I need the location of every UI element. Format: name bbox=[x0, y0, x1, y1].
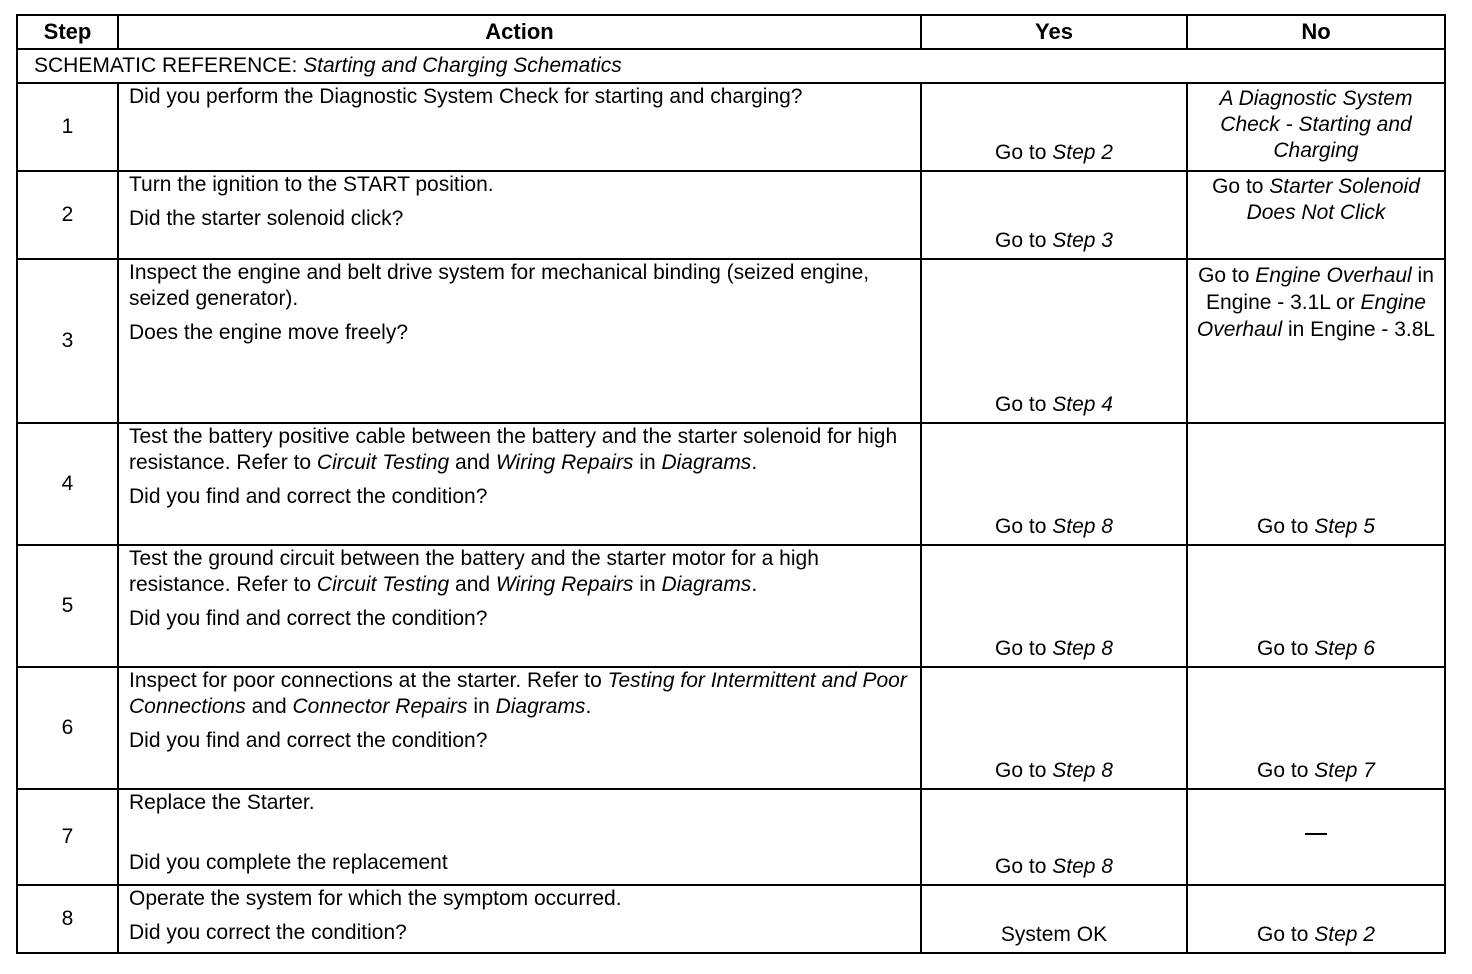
table-row bbox=[17, 885, 1445, 953]
table-row bbox=[17, 545, 1445, 667]
header-no: No bbox=[1187, 15, 1445, 49]
link-circuit-testing[interactable]: Circuit Testing bbox=[316, 451, 450, 474]
no-link-engine-38[interactable]: Engine Overhaul bbox=[1196, 291, 1426, 341]
action-question: Does the engine move freely? bbox=[129, 321, 408, 344]
table-row bbox=[17, 171, 1445, 259]
action-cell bbox=[118, 545, 921, 667]
go-to-label: Go to bbox=[1212, 175, 1270, 198]
schematic-label: SCHEMATIC REFERENCE: bbox=[34, 54, 304, 77]
action-text bbox=[129, 424, 910, 476]
no-cell bbox=[1187, 885, 1445, 953]
yes-step-link[interactable]: Step 8 bbox=[1052, 855, 1113, 878]
table-row bbox=[17, 259, 1445, 423]
go-to-label: Go to bbox=[995, 393, 1053, 416]
no-text: in Engine - 3.8L bbox=[1282, 318, 1436, 341]
go-to-label: Go to bbox=[1198, 264, 1256, 287]
step-number: 6 bbox=[17, 667, 118, 789]
no-cell bbox=[1187, 545, 1445, 667]
yes-step-link[interactable]: Step 8 bbox=[1052, 637, 1113, 660]
go-to-label: Go to bbox=[1257, 515, 1315, 538]
go-to-label: Go to bbox=[1257, 637, 1315, 660]
yes-step-link[interactable]: Step 8 bbox=[1052, 759, 1113, 782]
link-testing-intermittent[interactable]: Testing for Intermittent and Poor Connections bbox=[129, 669, 907, 718]
link-diagrams[interactable]: Diagrams bbox=[495, 695, 586, 718]
action-intro: Test the ground circuit between the battery and the starter motor for a high resistance. Refer to bbox=[129, 547, 819, 596]
schematic-reference bbox=[17, 49, 1445, 83]
diagnostic-table bbox=[16, 14, 1446, 954]
no-cell bbox=[1187, 423, 1445, 545]
action-question: Did you complete the replacement bbox=[129, 851, 448, 874]
step-number: 8 bbox=[17, 885, 118, 953]
action-text: Did you perform the Diagnostic System Check for starting and charging? bbox=[129, 85, 803, 108]
table-row bbox=[17, 789, 1445, 885]
yes-step-link[interactable]: Step 3 bbox=[1052, 229, 1113, 252]
action-and: and bbox=[449, 573, 496, 596]
action-and: and bbox=[245, 695, 293, 718]
no-cell bbox=[1187, 83, 1445, 171]
step-number: 1 bbox=[17, 83, 118, 171]
link-diagrams[interactable]: Diagrams bbox=[661, 573, 752, 596]
action-text bbox=[129, 546, 910, 598]
go-to-label: Go to bbox=[995, 637, 1053, 660]
action-question: Did you correct the condition? bbox=[129, 921, 407, 944]
yes-step-link[interactable]: Step 4 bbox=[1052, 393, 1113, 416]
no-link[interactable]: Starter Solenoid Does Not Click bbox=[1246, 175, 1420, 224]
header-yes: Yes bbox=[921, 15, 1187, 49]
action-cell bbox=[118, 83, 921, 171]
action-text: Inspect the engine and belt drive system for mechanical binding (seized engine, seized generator). bbox=[129, 261, 870, 310]
no-step-link[interactable]: Step 5 bbox=[1314, 515, 1375, 538]
no-cell bbox=[1187, 171, 1445, 259]
action-question: Did you find and correct the condition? bbox=[129, 485, 488, 508]
action-text: Replace the Starter. bbox=[129, 791, 315, 814]
yes-cell bbox=[921, 259, 1187, 423]
go-to-label: Go to bbox=[995, 515, 1053, 538]
go-to-label: Go to bbox=[995, 229, 1053, 252]
link-connector-repairs[interactable]: Connector Repairs bbox=[292, 695, 468, 718]
go-to-label: Go to bbox=[1257, 759, 1315, 782]
action-cell bbox=[118, 667, 921, 789]
no-cell bbox=[1187, 259, 1445, 423]
yes-cell bbox=[921, 667, 1187, 789]
header-step: Step bbox=[17, 15, 118, 49]
action-end: . bbox=[751, 573, 758, 596]
no-cell bbox=[1187, 667, 1445, 789]
action-question: Did you find and correct the condition? bbox=[129, 729, 488, 752]
no-step-link[interactable]: Step 7 bbox=[1314, 759, 1375, 782]
table-row bbox=[17, 83, 1445, 171]
no-cell bbox=[1187, 789, 1445, 885]
go-to-label: Go to bbox=[995, 855, 1053, 878]
no-step-link[interactable]: Step 6 bbox=[1314, 637, 1375, 660]
go-to-label: Go to bbox=[995, 141, 1053, 164]
action-end: . bbox=[585, 695, 592, 718]
link-circuit-testing[interactable]: Circuit Testing bbox=[316, 573, 450, 596]
table-row bbox=[17, 667, 1445, 789]
link-wiring-repairs[interactable]: Wiring Repairs bbox=[495, 573, 634, 596]
action-text bbox=[129, 668, 910, 720]
action-question: Did the starter solenoid click? bbox=[129, 207, 404, 230]
action-in: in bbox=[633, 451, 662, 474]
no-link[interactable]: A Diagnostic System Check - Starting and Charging bbox=[1219, 87, 1413, 162]
action-cell bbox=[118, 885, 921, 953]
action-and: and bbox=[449, 451, 496, 474]
action-text: Turn the ignition to the START position. bbox=[129, 173, 494, 196]
action-cell bbox=[118, 423, 921, 545]
link-wiring-repairs[interactable]: Wiring Repairs bbox=[495, 451, 634, 474]
action-intro: Test the battery positive cable between the battery and the starter solenoid for high resistance. Refer to bbox=[129, 425, 898, 474]
go-to-label: Go to bbox=[995, 759, 1053, 782]
action-in: in bbox=[467, 695, 496, 718]
action-text: Operate the system for which the symptom occurred. bbox=[129, 887, 622, 910]
step-number: 7 bbox=[17, 789, 118, 885]
link-diagrams[interactable]: Diagrams bbox=[661, 451, 752, 474]
yes-cell bbox=[921, 171, 1187, 259]
yes-step-link[interactable]: Step 2 bbox=[1052, 141, 1113, 164]
step-number: 3 bbox=[17, 259, 118, 423]
yes-cell bbox=[921, 83, 1187, 171]
schematic-row bbox=[17, 49, 1445, 83]
step-number: 2 bbox=[17, 171, 118, 259]
not-applicable-dash bbox=[1305, 833, 1327, 835]
action-cell bbox=[118, 259, 921, 423]
no-step-link[interactable]: Step 2 bbox=[1314, 923, 1375, 946]
table-row bbox=[17, 423, 1445, 545]
header-row bbox=[17, 15, 1445, 49]
action-question: Did you find and correct the condition? bbox=[129, 607, 488, 630]
action-in: in bbox=[633, 573, 662, 596]
action-end: . bbox=[751, 451, 758, 474]
schematic-link[interactable]: Starting and Charging Schematics bbox=[303, 54, 622, 77]
yes-cell bbox=[921, 545, 1187, 667]
step-number: 5 bbox=[17, 545, 118, 667]
go-to-label: Go to bbox=[1257, 923, 1315, 946]
action-cell bbox=[118, 789, 921, 885]
step-number: 4 bbox=[17, 423, 118, 545]
yes-cell bbox=[921, 789, 1187, 885]
no-link-engine-31[interactable]: Engine Overhaul bbox=[1255, 264, 1412, 287]
yes-cell bbox=[921, 423, 1187, 545]
action-cell bbox=[118, 171, 921, 259]
action-intro: Inspect for poor connections at the starter. Refer to bbox=[129, 669, 608, 692]
header-action: Action bbox=[118, 15, 921, 49]
system-ok-text: System OK bbox=[1000, 923, 1108, 946]
yes-step-link[interactable]: Step 8 bbox=[1052, 515, 1113, 538]
yes-cell bbox=[921, 885, 1187, 953]
no-text: in Engine - 3.1L or bbox=[1206, 264, 1434, 314]
